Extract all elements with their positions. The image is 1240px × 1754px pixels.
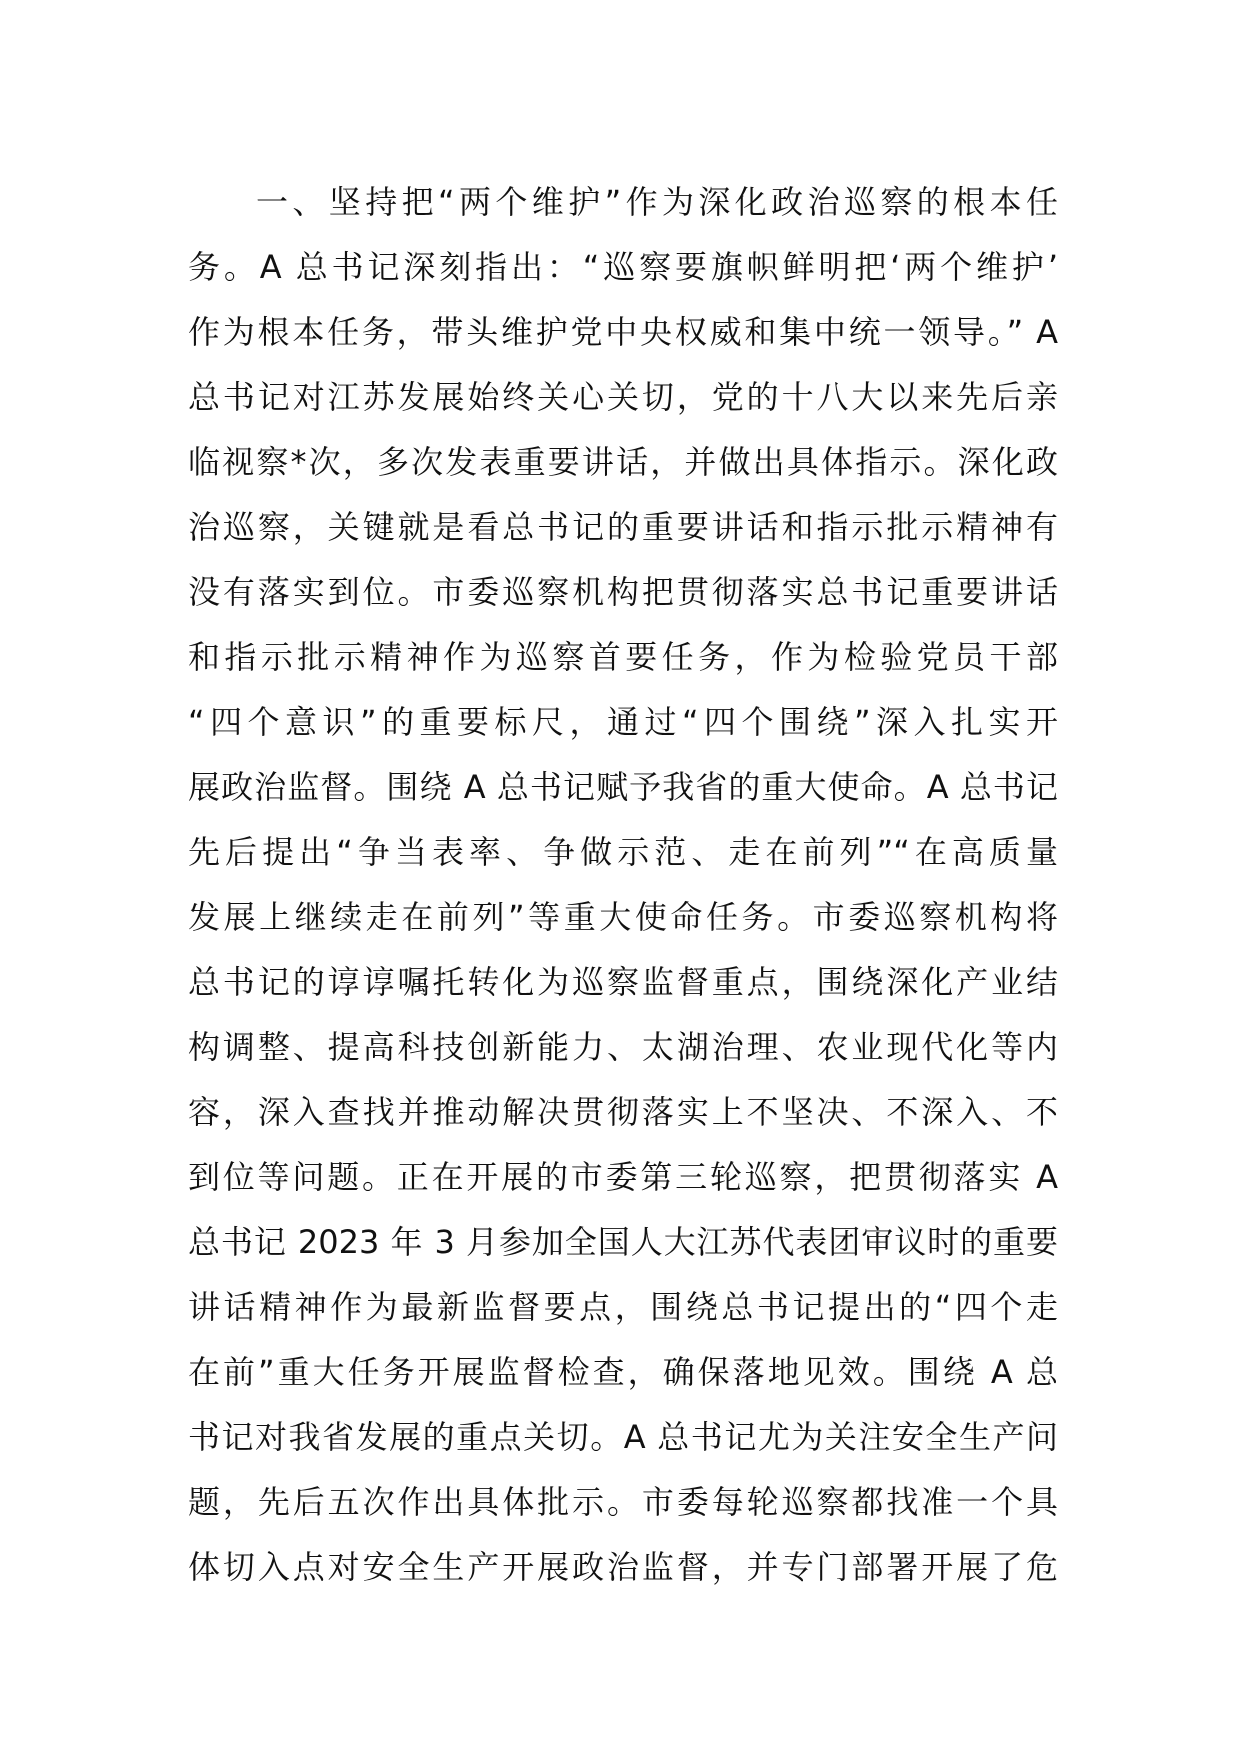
text-line-8: 和指示批示精神作为巡察首要任务，作为检验党员干部: [188, 638, 1058, 676]
text-line-11: 先后提出“争当表率、争做示范、走在前列”“在高质量: [188, 833, 1058, 871]
text-line-9: “四个意识”的重要标尺，通过“四个围绕”深入扎实开: [188, 703, 1058, 741]
body-paragraph: [188, 170, 1058, 1600]
text-line-15: 容，深入查找并推动解决贯彻落实上不坚决、不深入、不: [188, 1093, 1058, 1131]
text-line-10: 展政治监督。围绕 A 总书记赋予我省的重大使命。A 总书记: [188, 768, 1058, 806]
text-line-21: 题，先后五次作出具体批示。市委每轮巡察都找准一个具: [188, 1483, 1058, 1521]
text-line-4: 总书记对江苏发展始终关心关切，党的十八大以来先后亲: [188, 378, 1058, 416]
text-line-19: 在前”重大任务开展监督检查，确保落地见效。围绕 A 总: [188, 1353, 1058, 1391]
text-line-20: 书记对我省发展的重点关切。A 总书记尤为关注安全生产问: [188, 1418, 1058, 1456]
text-line-6: 治巡察，关键就是看总书记的重要讲话和指示批示精神有: [188, 508, 1058, 546]
text-line-22: 体切入点对安全生产开展政治监督，并专门部署开展了危: [188, 1548, 1058, 1586]
text-line-7: 没有落实到位。市委巡察机构把贯彻落实总书记重要讲话: [188, 573, 1058, 611]
text-line-16: 到位等问题。正在开展的市委第三轮巡察，把贯彻落实 A: [188, 1158, 1058, 1196]
text-line-3: 作为根本任务，带头维护党中央权威和集中统一领导。” A: [188, 313, 1058, 351]
text-line-2: 务。A 总书记深刻指出：“巡察要旗帜鲜明把‘两个维护’: [188, 248, 1058, 286]
text-line-13: 总书记的谆谆嘱托转化为巡察监督重点，围绕深化产业结: [188, 963, 1058, 1001]
text-line-12: 发展上继续走在前列”等重大使命任务。市委巡察机构将: [188, 898, 1058, 936]
text-line-5: 临视察*次，多次发表重要讲话，并做出具体指示。深化政: [188, 443, 1058, 481]
text-line-18: 讲话精神作为最新监督要点，围绕总书记提出的“四个走: [188, 1288, 1058, 1326]
text-line-14: 构调整、提高科技创新能力、太湖治理、农业现代化等内: [188, 1028, 1058, 1066]
text-line-17: 总书记 2023 年 3 月参加全国人大江苏代表团审议时的重要: [188, 1223, 1058, 1261]
text-line-1: 一、坚持把“两个维护”作为深化政治巡察的根本任: [256, 183, 1058, 221]
